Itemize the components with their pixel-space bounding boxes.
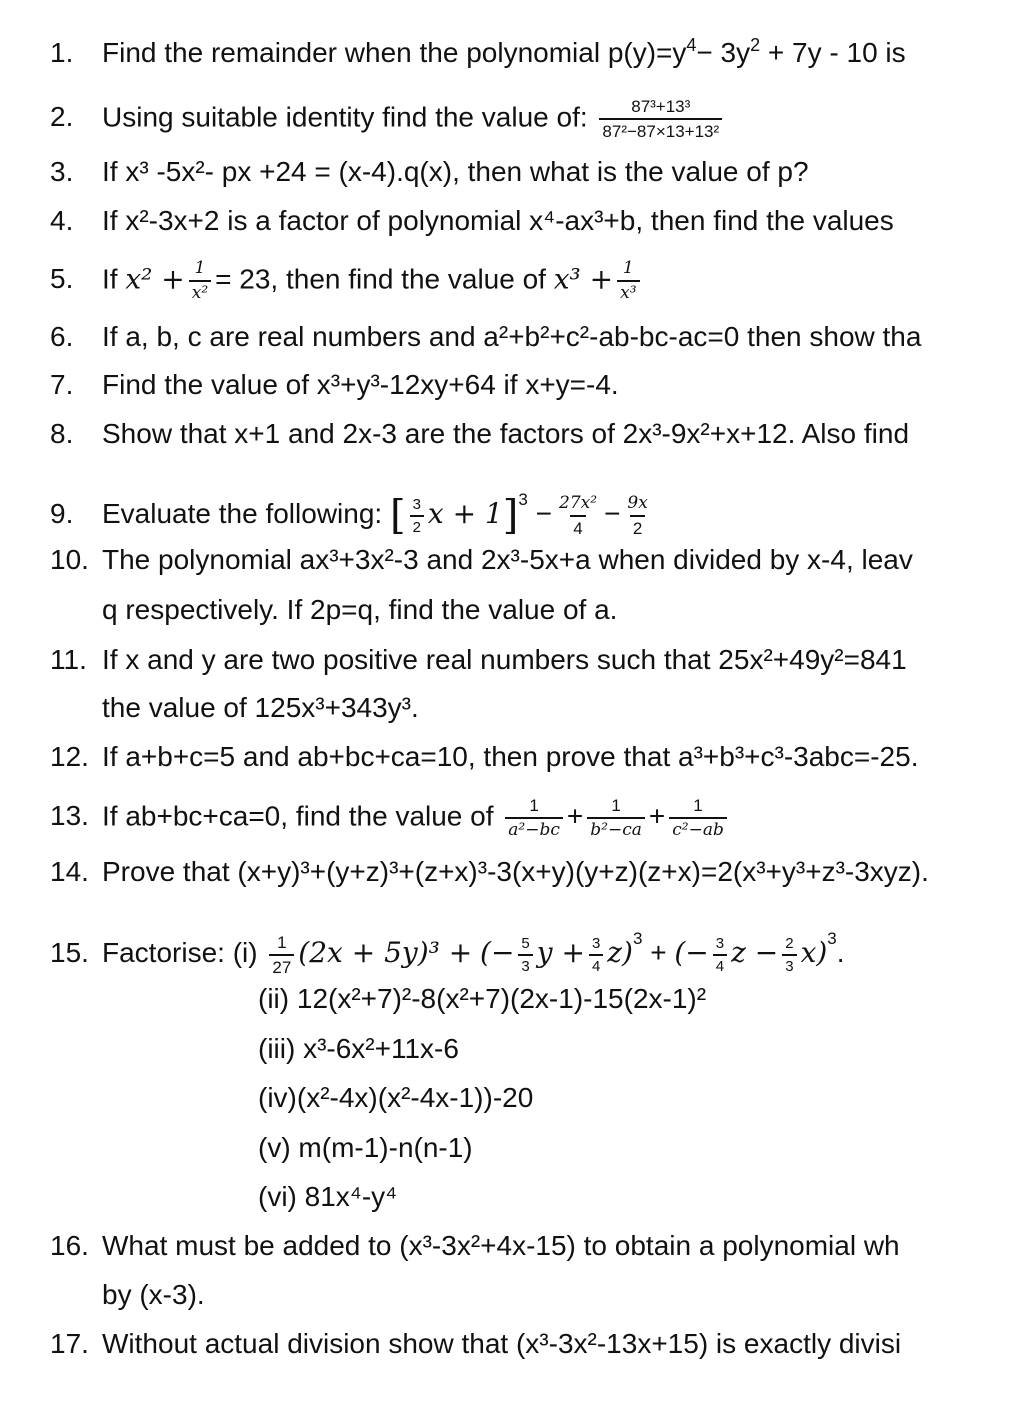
question-label: Factorise:: [102, 937, 225, 968]
math-expression: (2x + 5y)³ +: [298, 936, 473, 969]
question-number: 1.: [50, 37, 74, 68]
question-text: If x and y are two positive real numbers such that 25x²+49y²=841: [102, 644, 907, 675]
numerator: 5: [521, 934, 530, 952]
period: .: [836, 937, 845, 968]
numerator: 3: [412, 495, 421, 513]
exponent: 2: [750, 35, 761, 55]
math-expression: (−: [674, 936, 709, 969]
numerator: 2: [785, 934, 794, 952]
question-6: [50, 320, 921, 354]
question-7: [50, 368, 619, 402]
left-bracket: [: [389, 492, 406, 539]
question-text: If: [102, 263, 126, 295]
numerator: 9x: [627, 492, 648, 513]
question-1: [50, 36, 906, 70]
exponent: 4: [686, 35, 697, 55]
question-text: If a, b, c are real numbers and a²+b²+c²-ab-bc-ac=0 then show tha: [102, 321, 922, 352]
question-11: [50, 643, 907, 677]
question-10-continuation: q respectively. If 2p=q, find the value of a.: [102, 594, 618, 625]
numerator: 1: [529, 796, 539, 815]
question-number: 4.: [50, 205, 74, 236]
question-15-part-iv: (iv)(x²-4x)(x²-4x-1))-20: [258, 1082, 534, 1113]
denominator: 4: [570, 515, 585, 537]
question-number: 17.: [50, 1328, 89, 1359]
math-expression: z): [607, 936, 633, 969]
fraction: [782, 936, 796, 974]
denominator: 2: [630, 515, 645, 537]
question-text: Find the value of x³+y³-12xy+64 if x+y=-4.: [102, 369, 619, 400]
numerator: 1: [611, 796, 621, 815]
question-16: [50, 1229, 900, 1263]
question-9: [50, 483, 655, 537]
minus-sign: −: [535, 498, 553, 529]
denominator: x³: [617, 280, 639, 302]
question-text: Prove that (x+y)³+(y+z)³+(z+x)³-3(x+y)(y+z)(z+x)=2(x³+y³+z³-3xyz).: [102, 856, 929, 887]
question-number: 2.: [50, 101, 74, 133]
math-expression: z −: [731, 936, 779, 969]
question-11-continuation: the value of 125x³+343y³.: [102, 692, 419, 723]
question-15-part-v: (v) m(m-1)-n(n-1): [258, 1132, 473, 1163]
question-text: + 7y - 10 is: [760, 37, 906, 68]
denominator: c²−ab: [669, 817, 727, 839]
question-15-part-ii: (ii) 12(x²+7)²-8(x²+7)(2x-1)-15(2x-1)²: [258, 983, 707, 1014]
denominator: 2: [410, 515, 424, 535]
question-12: [50, 740, 918, 774]
denominator: b²−ca: [587, 817, 645, 839]
fraction: [617, 260, 639, 302]
question-10: [50, 543, 913, 577]
fraction: [624, 492, 650, 538]
exponent: 3: [518, 490, 528, 509]
question-number: 7.: [50, 369, 74, 400]
question-text: If x²-3x+2 is a factor of polynomial x⁴-ax³+b, then find the values: [102, 205, 894, 236]
question-13: [50, 797, 731, 839]
question-2: [50, 98, 726, 140]
fraction: [587, 797, 645, 839]
minus-sign: −: [604, 498, 621, 529]
question-number: 13.: [50, 800, 89, 832]
question-number: 6.: [50, 321, 74, 352]
question-number: 3.: [50, 156, 74, 187]
numerator: 3: [591, 934, 601, 952]
question-number: 15.: [50, 937, 89, 968]
question-number: 16.: [50, 1230, 89, 1261]
numerator: 1: [194, 258, 206, 278]
fraction: [669, 797, 727, 839]
question-number: 11.: [50, 644, 87, 675]
denominator: 3: [518, 954, 532, 974]
question-text: The polynomial ax³+3x²-3 and 2x³-5x+a when divided by x-4, leav: [102, 544, 913, 575]
numerator: 1: [622, 258, 634, 278]
plus-sign: +: [566, 800, 584, 832]
math-expression: x³ +: [553, 262, 614, 296]
right-bracket: ]: [502, 492, 519, 539]
numerator: 87³+13³: [631, 97, 691, 116]
denominator: 27: [269, 954, 294, 976]
fraction: [189, 260, 211, 302]
numerator: 3: [715, 934, 725, 952]
fraction: [589, 936, 603, 974]
question-8: [50, 417, 909, 451]
question-14: [50, 855, 929, 889]
numerator: 27x²: [559, 492, 598, 513]
question-15-part-vi: (vi) 81x⁴-y⁴: [258, 1181, 398, 1212]
question-text: If x³ -5x²- px +24 = (x-4).q(x), then what is the value of p?: [102, 156, 809, 187]
math-expression: (−: [480, 936, 515, 969]
fraction: [410, 497, 424, 535]
denominator: 87²−87×13+13²: [599, 118, 722, 140]
fraction: [713, 936, 727, 974]
question-number: 5.: [50, 263, 74, 295]
denominator: 4: [713, 954, 727, 974]
exponent: 3: [632, 929, 643, 948]
denominator: x²: [189, 280, 211, 302]
math-expression: x + 1: [427, 497, 503, 530]
question-number: 12.: [50, 741, 89, 772]
plus-sign: +: [648, 800, 666, 832]
fraction: [556, 492, 600, 538]
numerator: 1: [693, 796, 703, 815]
part-label: (i): [232, 937, 258, 968]
plus-sign: +: [650, 937, 667, 968]
question-5: [50, 260, 644, 302]
question-4: [50, 204, 894, 238]
question-text: − 3y: [696, 37, 751, 68]
math-expression: x): [800, 936, 828, 969]
question-text: What must be added to (x³-3x²+4x-15) to obtain a polynomial wh: [102, 1230, 900, 1261]
denominator: a²−bc: [505, 817, 563, 839]
question-text: If a+b+c=5 and ab+bc+ca=10, then prove that a³+b³+c³-3abc=-25.: [102, 741, 919, 772]
fraction: [269, 934, 294, 976]
question-16-continuation: by (x-3).: [102, 1279, 205, 1310]
math-expression: y +: [536, 936, 585, 969]
denominator: 4: [589, 954, 603, 974]
exponent: 3: [827, 929, 837, 948]
question-number: 9.: [50, 498, 74, 529]
question-number: 8.: [50, 418, 74, 449]
question-text: = 23, then find the value of: [215, 263, 554, 295]
question-text: Without actual division show that (x³-3x²-13x+15) is exactly divisi: [102, 1328, 902, 1359]
math-expression: x² +: [125, 262, 185, 296]
numerator: 1: [277, 932, 287, 952]
question-text: Find the remainder when the polynomial p(y)=y: [102, 37, 687, 68]
question-number: 10.: [50, 544, 89, 575]
question-text: Show that x+1 and 2x-3 are the factors of 2x³-9x²+x+12. Also find: [102, 418, 910, 449]
question-text: Using suitable identity find the value of:: [102, 101, 596, 133]
denominator: 3: [782, 954, 796, 974]
question-3: [50, 155, 809, 189]
fraction: [505, 797, 563, 839]
question-text: Evaluate the following:: [102, 498, 390, 529]
question-number: 14.: [50, 856, 89, 887]
question-15: [50, 922, 845, 976]
question-17: [50, 1327, 901, 1361]
question-15-part-iii: (iii) x³-6x²+11x-6: [258, 1033, 459, 1064]
fraction: [599, 98, 722, 140]
question-text: If ab+bc+ca=0, find the value of: [102, 800, 502, 832]
fraction: [518, 936, 532, 974]
